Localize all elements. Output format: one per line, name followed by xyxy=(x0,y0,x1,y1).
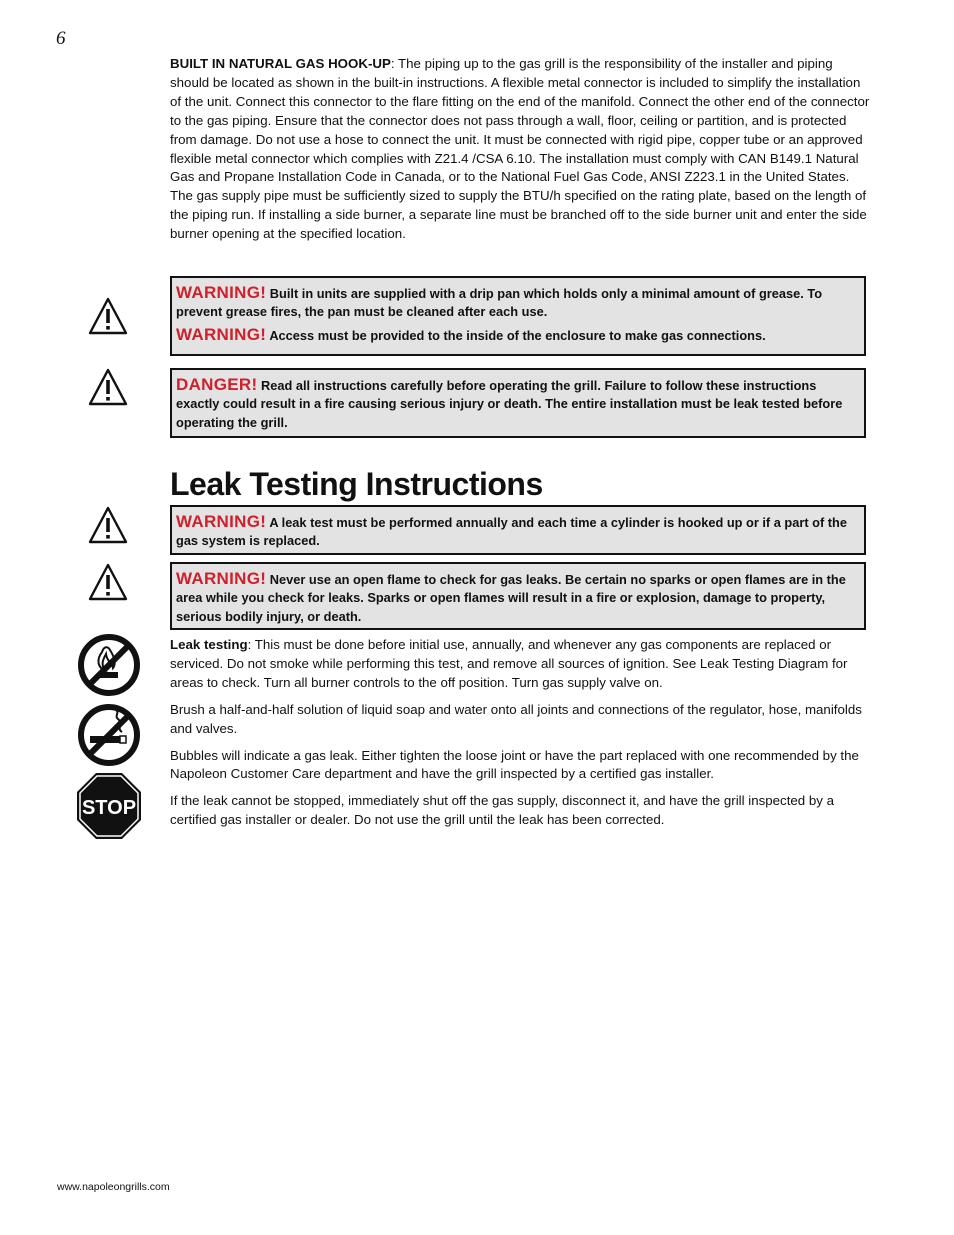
warning-text: Built in units are supplied with a drip pan which holds only a minimal amount of grease. To prevent grease fires, the pan must be cleaned after each use. xyxy=(176,286,823,320)
warning-text: A leak test must be performed annually and each time a cylinder is hooked up or if a part of the gas system is replaced. xyxy=(176,515,847,549)
leak-lead: Leak testing xyxy=(170,637,248,652)
stop-sign-text: STOP xyxy=(81,797,137,819)
warning-flame xyxy=(176,570,860,626)
leak-paragraph-2: Brush a half-and-half solution of liquid soap and water onto all joints and connections of the regulator, hose, manifolds and valves. xyxy=(170,701,862,736)
danger-text: Read all instructions carefully before operating the grill. Failure to follow these instructions exactly could result in a fire causing serious injury or death. The entire installation must be leak tested before operating the grill. xyxy=(176,378,843,430)
warning-access xyxy=(176,326,860,345)
warning-grease xyxy=(176,284,860,322)
stop-sign-icon xyxy=(76,772,142,840)
warning-annual xyxy=(176,513,860,551)
warning-text: Never use an open flame to check for gas leaks. Be certain no sparks or open flames are in the area while you check for leaks. Sparks or open flames will result in a fire or explosion, damage to property, serious bodily injury, or death. xyxy=(176,572,846,624)
warning-triangle-icon xyxy=(88,506,128,544)
intro-section xyxy=(170,55,870,244)
warning-label: WARNING! xyxy=(176,324,267,344)
danger-paragraph xyxy=(176,376,860,432)
warning-triangle-icon xyxy=(88,368,128,406)
warning-label: WARNING! xyxy=(176,569,267,588)
no-open-flame-icon xyxy=(76,632,142,698)
warning-box-grease xyxy=(170,276,866,356)
footer-url: www.napoleongrills.com xyxy=(57,1181,170,1193)
danger-box xyxy=(170,368,866,438)
warning-label: WARNING! xyxy=(176,512,267,531)
intro-text: : The piping up to the gas grill is the responsibility of the installer and piping should be located as shown in the built-in instructions. A flexible metal connector is included to simplify the installation of the unit. Connect this connector to the flare fitting on the end of the manifold. Connect the other end of the connector to the gas piping. Ensure that the connector does not pass through a wall, floor, ceiling or partition, and is protected from damage. Do not use a hose to connect the unit. It must be connected with rigid pipe, copper tube or an approved flexible metal connector which complies with Z21.4 /CSA 6.10. The installation must comply with CAN B149.1 Natural Gas and Propane Installation Code in Canada, or to the National Fuel Gas Code, ANSI Z223.1 in the United States. The gas supply pipe must be sufficiently sized to supply the BTU/h specified on the rating plate, based on the length of the piping run. If installing a side burner, a separate line must be branched off to the side burner unit and enter the side burner opening at the specified location. xyxy=(170,56,870,242)
page-number: 6 xyxy=(56,28,66,49)
warning-label: WARNING! xyxy=(176,283,267,302)
intro-lead: BUILT IN NATURAL GAS HOOK-UP xyxy=(170,56,391,71)
warning-triangle-icon xyxy=(88,297,128,335)
warning-text: Access must be provided to the inside of the enclosure to make gas connections. xyxy=(266,327,766,343)
intro-paragraph xyxy=(170,55,870,244)
warning-triangle-icon xyxy=(88,563,128,601)
section-heading: Leak Testing Instructions xyxy=(170,466,543,502)
leak-text-1: : This must be done before initial use, annually, and whenever any gas components are replaced or serviced. Do not smoke while performing this test, and remove all sources of ignition. See Leak Testing Diagram for areas to check. Turn all burner controls to the off position. Turn gas supply valve on. xyxy=(170,637,848,690)
leak-paragraph-1 xyxy=(170,636,870,693)
leak-paragraph-4: If the leak cannot be stopped, immediately shut off the gas supply, disconnect it, and have the grill inspected by a certified gas installer or dealer. Do not use the grill until the leak has been corrected. xyxy=(170,793,835,828)
leak-testing-section xyxy=(170,636,870,830)
warning-box-flame xyxy=(170,562,866,630)
leak-paragraph-3: Bubbles will indicate a gas leak. Either tighten the loose joint or have the part replaced with one recommended by the Napoleon Customer Care department and have the grill inspected by a certified gas installer. xyxy=(170,747,859,782)
danger-label: DANGER! xyxy=(176,375,258,394)
warning-box-annual xyxy=(170,505,866,555)
no-smoking-icon xyxy=(76,702,142,768)
